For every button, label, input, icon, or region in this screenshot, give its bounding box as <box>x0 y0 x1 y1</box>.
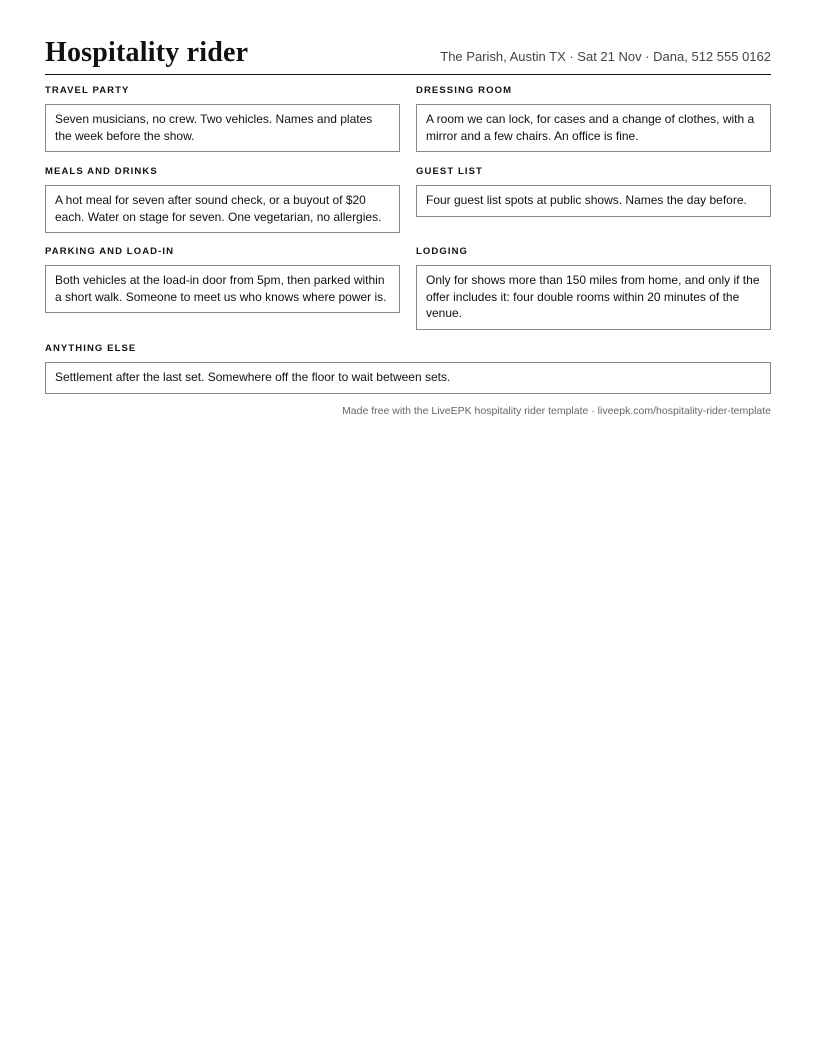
section-text-box: Seven musicians, no crew. Two vehicles. Names and plates the week before the show. <box>45 104 400 152</box>
page-title: Hospitality rider <box>45 37 249 68</box>
section-anything-else <box>45 343 771 394</box>
section-dressing-room <box>416 85 771 152</box>
section-lodging <box>416 246 771 330</box>
page-header <box>45 36 771 75</box>
section-travel-party <box>45 85 400 152</box>
section-label: PARKING AND LOAD-IN <box>45 246 175 257</box>
section-text-box: Both vehicles at the load-in door from 5pm, then parked within a short walk. Someone to meet us who knows where power is. <box>45 265 400 313</box>
section-text-box: Only for shows more than 150 miles from home, and only if the offer includes it: four double rooms within 20 minutes of the venue. <box>416 265 771 330</box>
section-text-box: Four guest list spots at public shows. Names the day before. <box>416 185 771 217</box>
section-parking-and-load-in <box>45 246 400 313</box>
section-guest-list <box>416 166 771 217</box>
section-label: TRAVEL PARTY <box>45 85 130 96</box>
section-label: LODGING <box>416 246 469 257</box>
template-credit: Made free with the LiveEPK hospitality rider template · liveepk.com/hospitality-rider-template <box>342 405 771 417</box>
section-label: ANYTHING ELSE <box>45 343 137 354</box>
section-text-box: A hot meal for seven after sound check, or a buyout of $20 each. Water on stage for seven. One vegetarian, no allergies. <box>45 185 400 233</box>
section-label: GUEST LIST <box>416 166 483 177</box>
section-text-box: A room we can lock, for cases and a change of clothes, with a mirror and a few chairs. An office is fine. <box>416 104 771 152</box>
section-label: MEALS AND DRINKS <box>45 166 158 177</box>
section-text-box: Settlement after the last set. Somewhere off the floor to wait between sets. <box>45 362 771 394</box>
section-label: DRESSING ROOM <box>416 85 513 96</box>
section-meals-and-drinks <box>45 166 400 233</box>
show-details: The Parish, Austin TX · Sat 21 Nov · Dana, 512 555 0162 <box>440 49 771 64</box>
